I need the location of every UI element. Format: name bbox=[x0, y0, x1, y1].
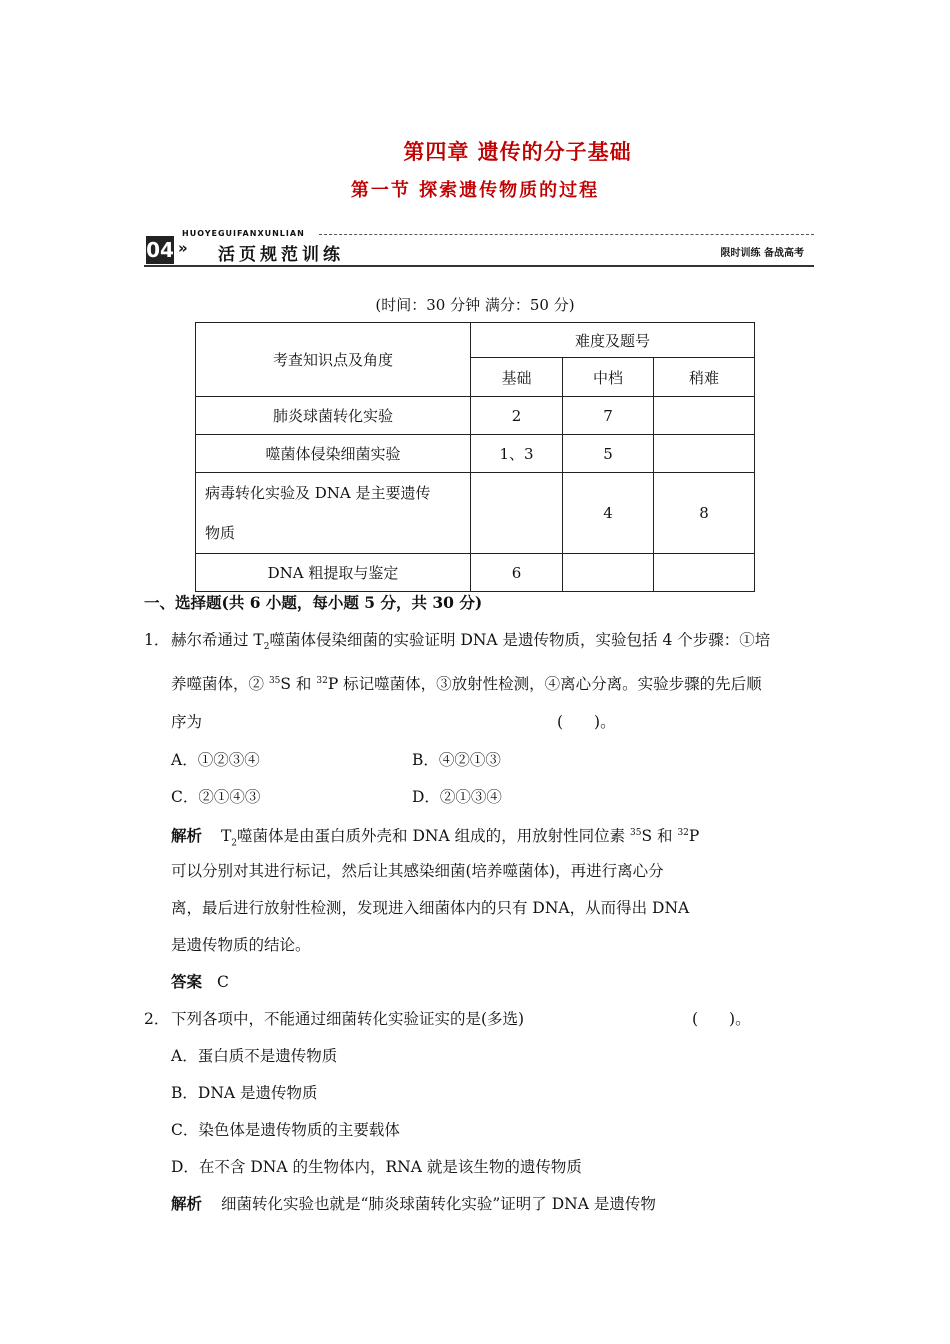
q1-text: P 标记噬菌体，③放射性检测，④离心分离。实验步骤的先后顺 bbox=[327, 675, 762, 694]
q1-text: 噬菌体侵染细菌的实验证明 DNA 是遗传物质，实验包括 4 个步骤：①培 bbox=[269, 631, 771, 649]
table-cell-hard bbox=[654, 554, 755, 592]
analysis-line: 离，最后进行放射性检测，发现进入细菌体内的只有 DNA，从而得出 DNA bbox=[171, 899, 690, 917]
knowledge-table bbox=[195, 322, 755, 592]
section-heading: 一、选择题(共 6 小题，每小题 5 分，共 30 分) bbox=[144, 593, 483, 612]
q1-superscript: 32 bbox=[316, 676, 328, 686]
table-cell-topic-line1: 病毒转化实验及 DNA 是主要遗传 bbox=[205, 484, 431, 502]
analysis-superscript: 32 bbox=[677, 828, 689, 838]
analysis-text: P bbox=[688, 827, 700, 846]
analysis-subscript: 2 bbox=[231, 838, 238, 849]
table-cell-topic-line2: 物质 bbox=[205, 524, 236, 542]
question-1-answer bbox=[171, 972, 229, 992]
answer-blank[interactable]: ( )。 bbox=[692, 1010, 751, 1028]
option-a[interactable]: A．①②③④ bbox=[171, 751, 260, 769]
answer-blank[interactable]: ( )。 bbox=[557, 713, 616, 731]
question-1-line3: 序为 bbox=[171, 713, 203, 731]
table-row bbox=[196, 554, 755, 592]
table-cell-mid: 4 bbox=[563, 473, 654, 554]
q1-text: 赫尔希通过 T bbox=[171, 631, 264, 649]
table-header-mid: 中档 bbox=[563, 358, 654, 397]
table-row bbox=[196, 435, 755, 473]
table-cell-mid: 7 bbox=[563, 397, 654, 435]
analysis-superscript: 35 bbox=[630, 828, 642, 838]
table-row bbox=[196, 397, 755, 435]
option-b[interactable]: B．DNA 是遗传物质 bbox=[171, 1084, 318, 1102]
table-header-hard: 稍难 bbox=[654, 358, 755, 397]
banner-pinyin: HUOYEGUIFANXUNLIAN bbox=[182, 229, 305, 238]
table-row bbox=[196, 473, 755, 554]
q1-text: 养噬菌体，② bbox=[171, 675, 269, 694]
section-title: 第一节 探索遗传物质的过程 bbox=[350, 180, 600, 201]
q1-superscript: 35 bbox=[268, 676, 281, 686]
banner-dashed-line bbox=[319, 234, 814, 235]
analysis-text: S 和 bbox=[641, 827, 678, 846]
table-cell-topic bbox=[196, 473, 471, 554]
question-1-line1 bbox=[171, 630, 770, 657]
table-cell-topic: DNA 粗提取与鉴定 bbox=[196, 554, 471, 592]
table-cell-basic: 6 bbox=[471, 554, 563, 592]
analysis-line: 是遗传物质的结论。 bbox=[171, 936, 311, 954]
banner-number: 04 bbox=[146, 238, 174, 262]
option-c[interactable]: C．②①④③ bbox=[171, 788, 261, 806]
question-1-line2 bbox=[171, 671, 762, 694]
table-cell-hard bbox=[654, 397, 755, 435]
question-2-text: 下列各项中，不能通过细菌转化实验证实的是(多选) bbox=[171, 1010, 525, 1028]
banner-rule bbox=[144, 265, 814, 267]
analysis-label: 解析 bbox=[171, 1194, 203, 1213]
analysis-label: 解析 bbox=[171, 826, 203, 846]
table-cell-topic: 肺炎球菌转化实验 bbox=[196, 397, 471, 435]
analysis-text: T bbox=[220, 827, 232, 846]
answer-label: 答案 bbox=[171, 972, 203, 991]
q1-subscript: 2 bbox=[263, 642, 270, 653]
table-header-basic: 基础 bbox=[471, 358, 563, 397]
table-cell-hard bbox=[654, 435, 755, 473]
option-c[interactable]: C．染色体是遗传物质的主要载体 bbox=[171, 1121, 400, 1139]
analysis-text: 噬菌体是由蛋白质外壳和 DNA 组成的，用放射性同位素 bbox=[237, 827, 630, 846]
question-1-number: 1． bbox=[144, 631, 170, 649]
practice-banner bbox=[144, 226, 814, 268]
banner-right-text: 限时训练 备战高考 bbox=[720, 248, 804, 259]
option-a[interactable]: A．蛋白质不是遗传物质 bbox=[171, 1047, 338, 1065]
chevron-icon: » bbox=[178, 239, 188, 257]
banner-label: 活页规范训练 bbox=[218, 245, 344, 265]
option-d[interactable]: D．②①③④ bbox=[412, 788, 502, 806]
analysis-text: 细菌转化实验也就是“肺炎球菌转化实验”证明了 DNA 是遗传物 bbox=[220, 1195, 656, 1213]
table-cell-topic: 噬菌体侵染细菌实验 bbox=[196, 435, 471, 473]
table-cell-basic: 1、3 bbox=[471, 435, 563, 473]
option-b[interactable]: B．④②①③ bbox=[412, 751, 501, 769]
time-info: (时间：30 分钟 满分：50 分) bbox=[375, 296, 575, 314]
table-header-topic: 考查知识点及角度 bbox=[196, 323, 471, 397]
q1-text: S 和 bbox=[280, 675, 317, 694]
table-cell-mid: 5 bbox=[563, 435, 654, 473]
option-d[interactable]: D．在不含 DNA 的生物体内，RNA 就是该生物的遗传物质 bbox=[171, 1158, 582, 1176]
question-2-analysis bbox=[171, 1194, 656, 1214]
question-1-analysis bbox=[171, 823, 699, 853]
analysis-line: 可以分别对其进行标记，然后让其感染细菌(培养噬菌体)，再进行离心分 bbox=[171, 862, 664, 880]
table-header-difficulty: 难度及题号 bbox=[471, 323, 755, 358]
answer-value: C bbox=[216, 973, 229, 991]
table-cell-mid bbox=[563, 554, 654, 592]
table-cell-basic: 2 bbox=[471, 397, 563, 435]
question-2-number: 2． bbox=[144, 1010, 170, 1028]
table-cell-hard: 8 bbox=[654, 473, 755, 554]
chapter-title: 第四章 遗传的分子基础 bbox=[403, 139, 632, 164]
table-cell-basic bbox=[471, 473, 563, 554]
